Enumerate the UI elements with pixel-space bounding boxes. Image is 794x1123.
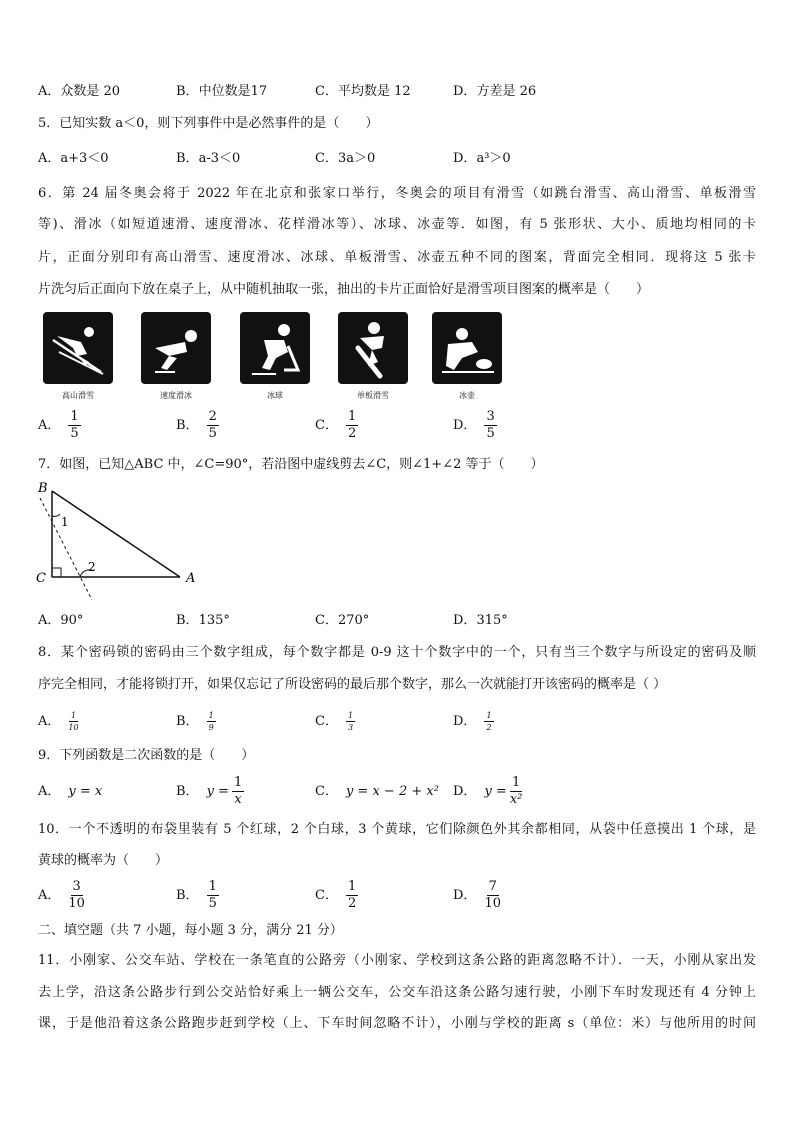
q6-line-4: 片洗匀后正面向下放在桌子上，从中随机抽取一张，抽出的卡片正面恰好是滑雪项目图案的概率是（ ）: [38, 282, 650, 297]
card-caption-4: 单板滑雪: [357, 391, 389, 400]
q6-option-b: B． $\frac{2}{5}$: [176, 409, 217, 441]
alpine-skiing-card: [43, 312, 113, 384]
ice-hockey-card: [240, 312, 310, 384]
q4-option-a: A．众数是 20: [38, 84, 121, 99]
q9-option-b: B． y = $\frac{1}{x}$: [176, 775, 243, 807]
q9-stem: 9．下列函数是二次函数的是（ ）: [38, 748, 255, 763]
card-caption-3: 冰球: [267, 391, 283, 400]
speed-skating-icon: [141, 312, 211, 384]
ice-hockey-icon: [240, 312, 310, 384]
q8-option-c: C． $\frac{1}{3}$: [315, 711, 354, 732]
q8-line-2: 序完全相同，才能将锁打开，如果仅忘记了所设密码的最后那个数字，那么一次就能打开该密码的概率是（ ）: [38, 677, 667, 692]
q9-option-d: D． y = $\frac{1}{\text{x²}}$: [453, 775, 523, 807]
triangle-figure: [30, 478, 210, 608]
snowboard-card: [338, 312, 408, 384]
q5-option-d: D．a³＞0: [453, 151, 511, 166]
q8-line-1: 8．某个密码锁的密码由三个数字组成，每个数字都是 0-9 这十个数字中的一个，只有当三个数字与所设定的密码及顺: [38, 645, 756, 660]
q8-option-d: D． $\frac{1}{2}$: [453, 711, 492, 732]
angle-2-label: 2: [88, 560, 96, 574]
q11-line-3: 课，于是他沿着这条公路跑步赶到学校（上、下车时间忽略不计），小刚与学校的距离 s（单位：米）与他所用的时间: [38, 1016, 756, 1031]
q11-line-1: 11．小刚家、公交车站、学校在一条笔直的公路旁（小刚家、学校到这条公路的距离忽略不计）．一天，小刚从家出发: [38, 953, 756, 968]
q8-option-a: A． $\frac{1}{10}$: [38, 711, 79, 732]
q7-option-b: B．135°: [176, 613, 230, 628]
q10-option-c: C． $\frac{1}{2}$: [315, 879, 357, 911]
card-caption-2: 速度滑冰: [160, 391, 192, 400]
q9-option-a: A． y = x: [38, 784, 103, 799]
q6-line-1: 6．第 24 届冬奥会将于 2022 年在北京和张家口举行，冬奥会的项目有滑雪（如跳台滑雪、高山滑雪、单板滑雪: [38, 186, 756, 201]
q5-option-b: B．a-3＜0: [176, 151, 241, 166]
curling-card: [432, 312, 502, 384]
q6-option-d: D． $\frac{3}{5}$: [453, 409, 495, 441]
section-heading: 二、填空题（共 7 小题，每小题 3 分，满分 21 分）: [38, 923, 343, 938]
snowboard-icon: [338, 312, 408, 384]
q7-option-d: D．315°: [453, 613, 508, 628]
vertex-c-label: C: [36, 571, 46, 586]
curling-icon: [432, 312, 502, 384]
speed-skating-card: [141, 312, 211, 384]
q6-option-c: C． $\frac{1}{2}$: [315, 409, 357, 441]
q10-option-d: D． $\frac{7}{10}$: [453, 879, 501, 911]
q5-stem: 5．已知实数 a＜0，则下列事件中是必然事件的是（ ）: [38, 116, 379, 131]
q6-line-2: 等)、滑冰（如短道速滑、速度滑冰、花样滑冰等）、冰球、冰壶等．如图，有 5 张形状、大小、质地均相同的卡: [38, 217, 756, 232]
q4-option-c: C．平均数是 12: [315, 84, 411, 99]
q7-stem: 7．如图，已知△ABC 中，∠C=90°，若沿图中虚线剪去∠C，则∠1+∠2 等于（ ）: [38, 457, 544, 472]
q10-option-b: B． $\frac{1}{5}$: [176, 879, 217, 911]
card-caption-5: 冰壶: [459, 391, 475, 400]
q4-option-b: B．中位数是17: [176, 84, 268, 99]
q7-option-c: C．270°: [315, 613, 370, 628]
q10-option-a: A． $\frac{3}{10}$: [38, 879, 85, 911]
vertex-b-label: B: [38, 481, 48, 496]
q6-option-a: A． $\frac{1}{5}$: [38, 409, 79, 441]
q5-option-c: C．3a＞0: [315, 151, 376, 166]
q10-line-2: 黄球的概率为（ ）: [38, 853, 169, 868]
q9-option-c: C． y = x − 2 + x²: [315, 784, 439, 799]
q11-line-2: 去上学，沿这条公路步行到公交站恰好乘上一辆公交车，公交车沿这条公路匀速行驶，小刚下车时发现还有 4 分钟上: [38, 985, 756, 1000]
q7-option-a: A．90°: [38, 613, 84, 628]
q8-option-b: B． $\frac{1}{9}$: [176, 711, 214, 732]
q5-option-a: A．a+3＜0: [38, 151, 109, 166]
alpine-skiing-icon: [43, 312, 113, 384]
q4-option-d: D．方差是 26: [453, 84, 537, 99]
angle-1-label: 1: [61, 515, 69, 529]
q6-line-3: 片，正面分别印有高山滑雪、速度滑冰、冰球、单板滑雪、冰壶五种不同的图案，背面完全相同．现将这 5 张卡: [38, 250, 756, 265]
q10-line-1: 10．一个不透明的布袋里装有 5 个红球，2 个白球，3 个黄球，它们除颜色外其余都相同，从袋中任意摸出 1 个球，是: [38, 822, 756, 837]
vertex-a-label: A: [186, 571, 196, 586]
card-caption-1: 高山滑雪: [62, 391, 94, 400]
